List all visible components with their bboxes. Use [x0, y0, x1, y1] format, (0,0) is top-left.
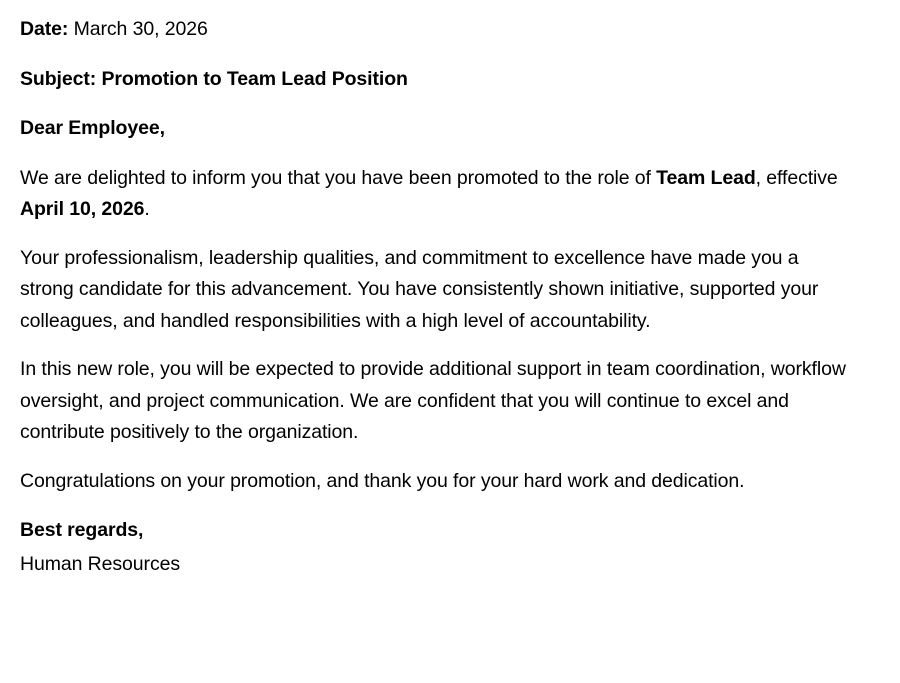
date-line: [20, 14, 848, 46]
body-paragraph-2: Your professionalism, leadership qualities, and commitment to excellence have made you a strong candidate for this advancement. You have consistently shown initiative, supported your colleagues, and handled responsibilities with a high level of accountability.: [20, 246, 819, 332]
body-paragraph-4: Congratulations on your promotion, and thank you for your hard work and dedication.: [20, 469, 745, 492]
signoff-closing: Best regards,: [20, 519, 144, 541]
body-paragraph-1: [20, 163, 848, 226]
paragraph-1-run-5: .: [144, 198, 150, 220]
subject-line: Subject: Promotion to Team Lead Position: [20, 67, 408, 90]
body-paragraph-3: In this new role, you will be expected to provide additional support in team coordination, workflow oversight, and project communication. We are confident that you will continue to excel and contribute positively to the organization.: [20, 358, 846, 443]
paragraph-1-run-1: We are delighted to inform you that you have been promoted to the role of: [20, 166, 657, 189]
date-label: Date:: [20, 18, 69, 40]
paragraph-1-run-3: , effective: [755, 166, 838, 189]
effective-date: April 10, 2026: [20, 198, 145, 220]
greeting-line: Dear Employee,: [20, 117, 165, 139]
promoted-role: Team Lead: [656, 166, 756, 189]
signoff-sender: Human Resources: [20, 552, 180, 575]
date-value: March 30, 2026: [68, 18, 208, 40]
